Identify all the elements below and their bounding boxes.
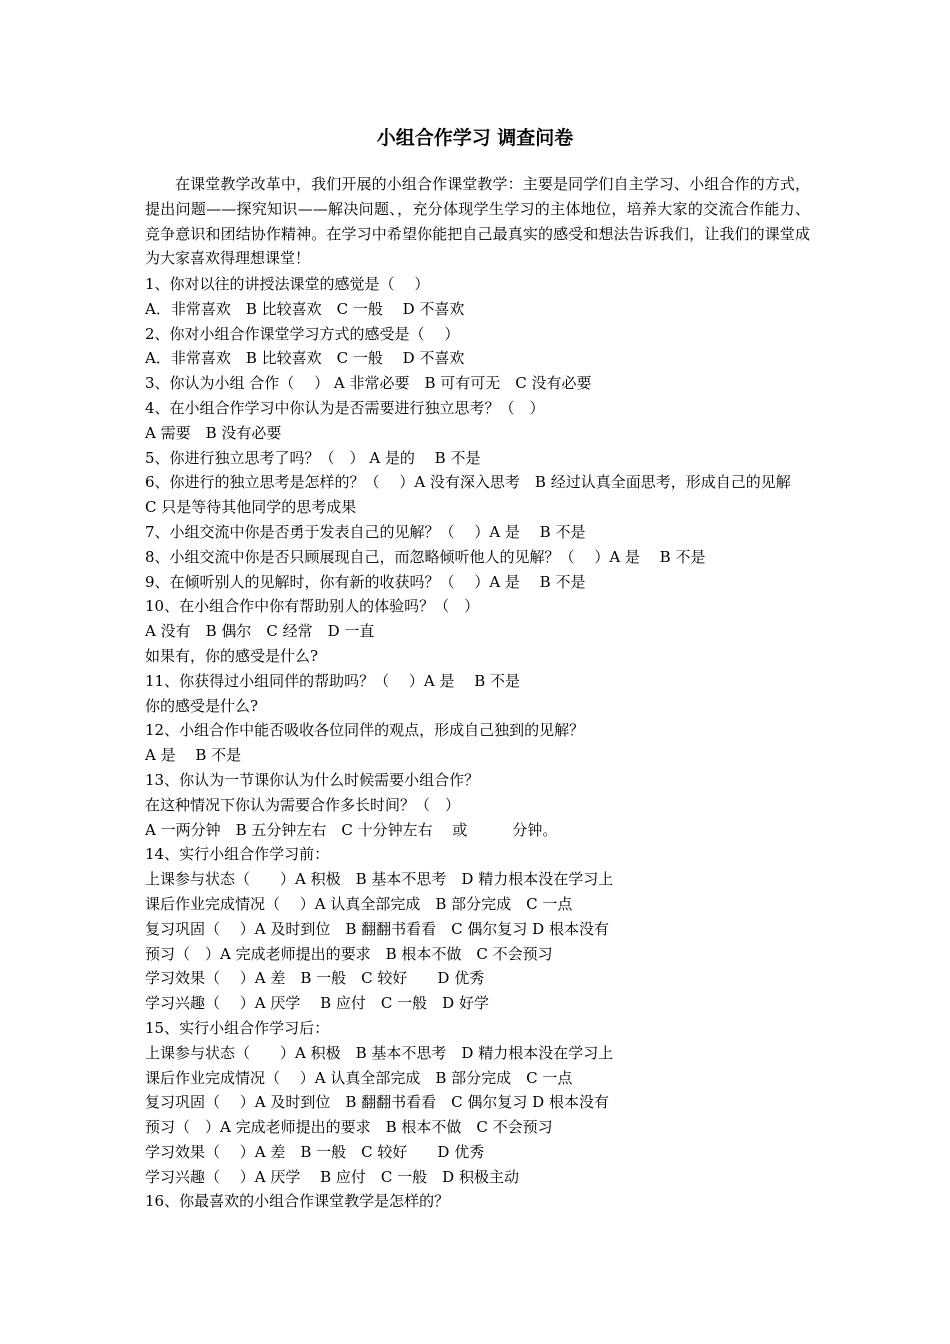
survey-item: 预习（ ）A 完成老师提出的要求 B 根本不做 C 不会预习 bbox=[145, 944, 553, 963]
question-line: 在这种情况下你认为需要合作多长时间？（ ） bbox=[145, 795, 461, 814]
survey-item: 预习（ ）A 完成老师提出的要求 B 根本不做 C 不会预习 bbox=[145, 1118, 553, 1137]
question-list bbox=[145, 272, 810, 1214]
option-line: A．非常喜欢 B 比较喜欢 C 一般 D 不喜欢 bbox=[145, 299, 465, 318]
question-line: 2、你对小组合作课堂学习方式的感受是（ ） bbox=[145, 324, 460, 343]
option-line: A．非常喜欢 B 比较喜欢 C 一般 D 不喜欢 bbox=[145, 349, 465, 368]
question-line: 10、在小组合作中你有帮助别人的体验吗？（ ） bbox=[145, 597, 480, 616]
question-line: 4、在小组合作学习中你认为是否需要进行独立思考？（ ） bbox=[145, 398, 545, 417]
survey-item: 上课参与状态（ ）A 积极 B 基本不思考 D 精力根本没在学习上 bbox=[145, 870, 614, 889]
survey-item: 上课参与状态（ ）A 积极 B 基本不思考 D 精力根本没在学习上 bbox=[145, 1043, 614, 1062]
question-line: 9、在倾听别人的见解时，你有新的收获吗？（ ）A 是 B 不是 bbox=[145, 572, 586, 591]
question-line: 7、小组交流中你是否勇于发表自己的见解？（ ）A 是 B 不是 bbox=[145, 522, 586, 541]
question-line: 13、你认为一节课你认为什么时候需要小组合作？ bbox=[145, 770, 480, 789]
question-line: 16、你最喜欢的小组合作课堂教学是怎样的？ bbox=[145, 1192, 450, 1211]
survey-item: 学习效果（ ）A 差 B 一般 C 较好 D 优秀 bbox=[145, 969, 485, 988]
question-line: 3、你认为小组 合作（ ） A 非常必要 B 可有可无 C 没有必要 bbox=[145, 374, 592, 393]
survey-item: 学习兴趣（ ）A 厌学 B 应付 C 一般 D 好学 bbox=[145, 994, 489, 1013]
question-line: 6、你进行的独立思考是怎样的？（ ）A 没有深入思考 B 经过认真全面思考，形成自己的见解 C 只是等待其他同学的思考成果 bbox=[145, 473, 806, 517]
survey-item: 复习巩固（ ）A 及时到位 B 翻翻书看看 C 偶尔复习 D 根本没有 bbox=[145, 1093, 609, 1112]
document-title: 小组合作学习 调查问卷 bbox=[376, 127, 574, 149]
survey-item: 课后作业完成情况（ ）A 认真全部完成 B 部分完成 C 一点 bbox=[145, 1068, 573, 1087]
question-line: 1、你对以往的讲授法课堂的感觉是（ ） bbox=[145, 275, 430, 293]
option-line: A 需要 B 没有必要 bbox=[145, 423, 282, 442]
intro-paragraph: 在课堂教学改革中，我们开展的小组合作课堂教学：主要是同学们自主学习、小组合作的方式，提出问题——探究知识——解决问题、，充分体现学生学习的主体地位，培养大家的交流合作能力、竞争意识和团结协作精神。在学习中希望你能把自己最真实的感受和想法告诉我们，让我们的课堂成为大家喜欢得理想课堂！ bbox=[145, 175, 810, 268]
question-line: 如果有，你的感受是什么? bbox=[145, 646, 319, 665]
option-line: A 没有 B 偶尔 C 经常 D 一直 bbox=[145, 622, 375, 641]
survey-item: 课后作业完成情况（ ）A 认真全部完成 B 部分完成 C 一点 bbox=[145, 894, 573, 913]
survey-item: 学习兴趣（ ）A 厌学 B 应付 C 一般 D 积极主动 bbox=[145, 1167, 519, 1186]
option-line: A 一两分钟 B 五分钟左右 C 十分钟左右 或 分钟。 bbox=[145, 820, 558, 839]
question-line: 8、小组交流中你是否只顾展现自己，而忽略倾听他人的见解？（ ）A 是 B 不是 bbox=[145, 547, 706, 566]
question-line: 11、你获得过小组同伴的帮助吗？（ ）A 是 B 不是 bbox=[145, 671, 521, 690]
option-line: A 是 B 不是 bbox=[145, 746, 242, 765]
question-line: 12、小组合作中能否吸收各位同伴的观点，形成自己独到的见解？ bbox=[145, 721, 585, 740]
survey-item: 学习效果（ ）A 差 B 一般 C 较好 D 优秀 bbox=[145, 1142, 485, 1161]
question-line: 你的感受是什么? bbox=[145, 696, 259, 715]
section-heading: 15、实行小组合作学习后： bbox=[145, 1018, 330, 1037]
survey-item: 复习巩固（ ）A 及时到位 B 翻翻书看看 C 偶尔复习 D 根本没有 bbox=[145, 919, 609, 938]
question-line: 5、你进行独立思考了吗？（ ） A 是的 B 不是 bbox=[145, 448, 481, 467]
section-heading: 14、实行小组合作学习前： bbox=[145, 845, 330, 864]
